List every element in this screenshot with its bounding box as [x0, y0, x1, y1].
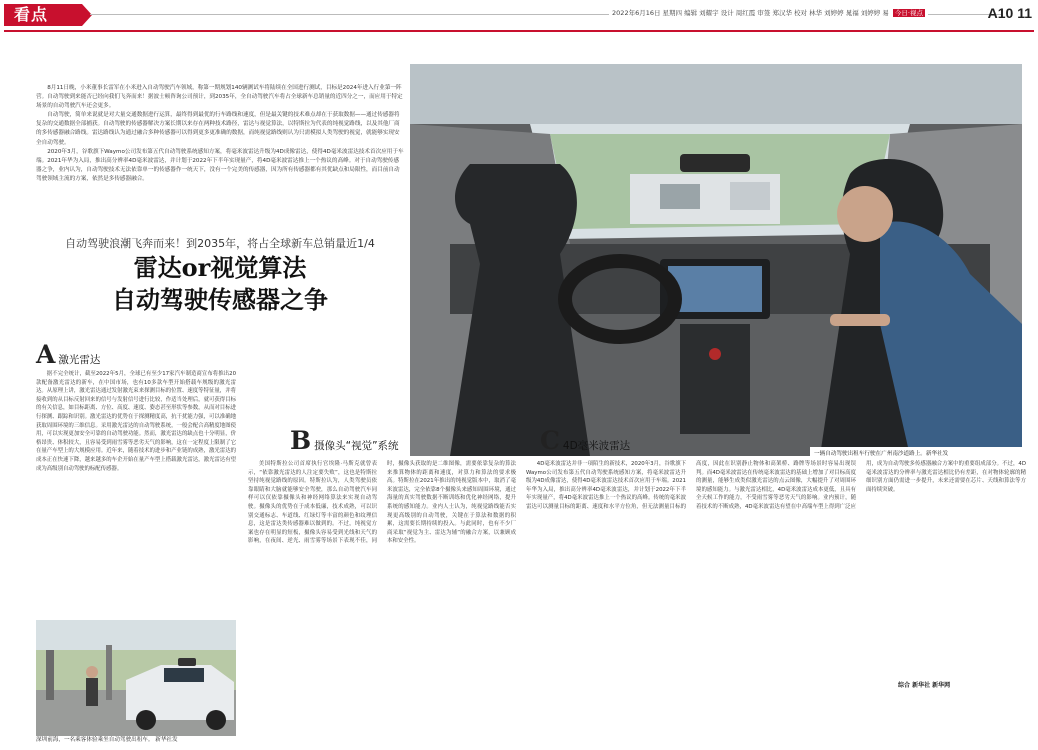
header-info [609, 8, 928, 17]
photo-caption: 一辆自动驾驶出租车行驶在广州南沙道路上。新华社发 [810, 447, 1022, 459]
section-title: 激光雷达 [58, 354, 101, 366]
section-b-text: 美国特斯拉公司首席执行官埃隆·马斯克就曾表示，“依靠激光雷达的人注定要失败”，这也是特斯拉坚持纯视觉路线的原因。特斯拉认为，人类驾驶员依靠眼睛和大脑就能够安全驾驶，那么自动驾驶汽车同样可以仅依靠摄像头和神经网络算法来实现自动驾驶。摄像头的优势在于成本低廉，技术成熟，可以识别交通标志、车道线、红绿灯等丰富的颜色和纹理信息，这是雷达类传感器难以做到的。不过，纯视觉方案也存在明显的短板，摄像头容易受到光线和天气的影响，在夜间、逆光、雨雪雾等场景下表现不佳，同时，摄像头获取的是二维图像，需要依靠复杂的算法来推算物体的距离和速度，对算力和算法的要求极高。特斯拉在2021年推出的纯视觉版本中，取消了毫米波雷达，完全依靠8个摄像头来感知周围环境，通过海量的真实驾驶数据不断训练和优化神经网络，提升系统的感知能力。业内人士认为，纯视觉路线能否实现更高级别的自动驾驶，关键在于算法和数据的积累，这需要长期持续的投入。与此同时，也有不少厂商采取“视觉为主、雷达为辅”的融合方案，以兼顾成本和安全性。 [248, 461, 516, 545]
kicker: 自动驾驶浪潮飞奔而来！到2035年，将占全球新车总销量近1/4 [65, 237, 375, 250]
small-photo [36, 620, 236, 736]
section-title: 4D毫米波雷达 [562, 440, 631, 452]
section-a-heading [36, 340, 101, 369]
lead-paragraph: 2020年3月，谷歌旗下Waymo公司发布第五代自动驾驶系统感知方案，将毫米波雷达升级为4D成像雷达，使得4D毫米波雷达技术首次应用于车端。2021年华为入局，推出高分辨率4D毫米波雷达，并计划于2022年下半年实现量产，将4D毫米波雷达推上一个热议的高峰。对于自动驾驶传感器之争，业内认为，自动驾驶技术无法依靠单一的传感器作一统天下，没有一个完美的传感器，因为所有传感器都有其优缺点和局限性，而目前自动驾驶领域主流的方案，依然是多传感器融合。 [36, 148, 404, 182]
section-letter: C [540, 426, 560, 455]
section-letter: A [36, 340, 56, 369]
main-photo [410, 64, 1022, 456]
section-a-text: 据不完全统计，截至2022年5月，全球已有至少17家汽车制造商宣布将推出20款配备激光雷达的新车，在中国市场，也有10多款车型开始搭载车规级的激光雷达。从原理上讲，激光雷达通过发射激光束来探测目标的位置、速度等特征量，并将接收到的从目标反射回来的信号与发射信号进行比较，作适当处理后，就可获得目标的有关信息，如目标距离、方位、高度、速度、姿态甚至形状等参数，从而对目标进行探测、跟踪和识别。激光雷达的优势在于探测精度高，抗干扰能力强，可以准确地获取周围环境的三维信息。采用激光雷达的自动驾驶系统，一般会配合高精度地图使用，可以实现更加安全可靠的自动驾驶功能。然而，激光雷达的缺点也十分明显，价格昂贵、体积较大，且容易受到雨雪雾等恶劣天气的影响，这在一定程度上限制了它在量产车型上的大规模应用。近年来，随着技术的进步和产业链的成熟，激光雷达的成本正在快速下降，越来越多的车企开始在量产车型上搭载激光雷达，激光雷达有望成为高级别自动驾驶的标配传感器。 [36, 371, 236, 472]
section-c-body [526, 460, 1026, 674]
headline [36, 252, 404, 316]
section-b-body [248, 460, 516, 744]
top-rule [4, 30, 1034, 32]
section-a-body [36, 370, 236, 618]
headline-line-2: 自动驾驶传感器之争 [112, 285, 328, 314]
page-header [0, 4, 1038, 26]
section-b-heading [290, 426, 399, 455]
byline: 综合 新华社 新华网 [898, 682, 951, 689]
section-c-heading [540, 426, 631, 455]
section-letter: B [290, 426, 312, 455]
section-tag: 看点 [4, 4, 82, 26]
headline-line-1: 雷达or视觉算法 [133, 253, 307, 282]
lead-text [36, 84, 404, 184]
header-info-tag: 今日·视点 [894, 9, 923, 17]
header-info-text: 2022年6月16日 星期四 编辑 刘耀宇 设计 周红霞 审签 郑汉华 校对 林华 刘婷婷 晁福 刘婷婷 易 [612, 9, 889, 17]
car-interior-illustration [410, 64, 1022, 456]
robotaxi-illustration [36, 620, 236, 736]
section-title: 摄像头“视觉”系统 [314, 440, 399, 452]
lead-paragraph: 8月11日晚，小米董事长雷军在小米进入自动驾驶汽车领域，称第一期规划140辆测试车将陆续在全国进行测试，目标是2024年进入行业第一阵营。自动驾驶到来能否已经向我们飞奔而来！据波士顿咨询公司预计，到2035年，全自动驾驶汽车将占全球新车总销量的近四分之一，而应用于特定场景的自动驾驶汽车还会更多。 [36, 85, 403, 110]
section-c-text: 4D毫米波雷达并非一项陌生的新技术，2020年3月，谷歌旗下Waymo公司发布第五代自动驾驶系统感知方案，将毫米波雷达升级为4D成像雷达，使得4D毫米波雷达技术首次应用于车端。2021年华为入局，推出高分辨率4D毫米波雷达，并计划于2022年下半年实现量产，将4D毫米波雷达推上一个热议的高峰。传统的毫米波雷达可以测量目标的距离、速度和水平方位角，但无法测量目标的高度，因此在识别静止物体和高架桥、路牌等场景时容易出现误判。而4D毫米波雷达在传统毫米波雷达的基础上增加了对目标高度的测量，能够生成类似激光雷达的点云图像，大幅提升了对周围环境的感知能力。与激光雷达相比，4D毫米波雷达成本更低，且具有全天候工作的能力，不受雨雪雾等恶劣天气的影响。业内预计，随着技术的不断成熟，4D毫米波雷达有望在中高端车型上得到广泛应用，成为自动驾驶多传感器融合方案中的重要组成部分。不过，4D毫米波雷达的分辨率与激光雷达相比仍有差距，在对物体轮廓的精细识别方面仍需进一步提升，未来还需要在芯片、天线和算法等方面持续突破。 [526, 461, 1026, 510]
page-number: A10 11 [987, 5, 1032, 21]
small-photo-caption: 深圳前海，一名乘客体验乘坐自动驾驶出租车。 新华社发 [36, 737, 178, 743]
lead-paragraph: 自动驾驶，简单来说就是对大量交通数据进行运算，最终得到最优的行车路线和速度，但是最关键的技术难点却在于获取数据——通过传感器将复杂的交通数据全部捕获。自动驾驶的传感器解决方案长期以来存在两种技术路径，雷达与视觉算法，以特斯拉为代表的纯视觉路线，以及其他厂商的多传感器融合路线。雷达路线认为通过融合多种传感器可以得到更多更准确的数据，而纯视觉路线则认为只需模拟人类驾驶的视觉，就能够实现安全自动驾驶。 [36, 112, 400, 146]
